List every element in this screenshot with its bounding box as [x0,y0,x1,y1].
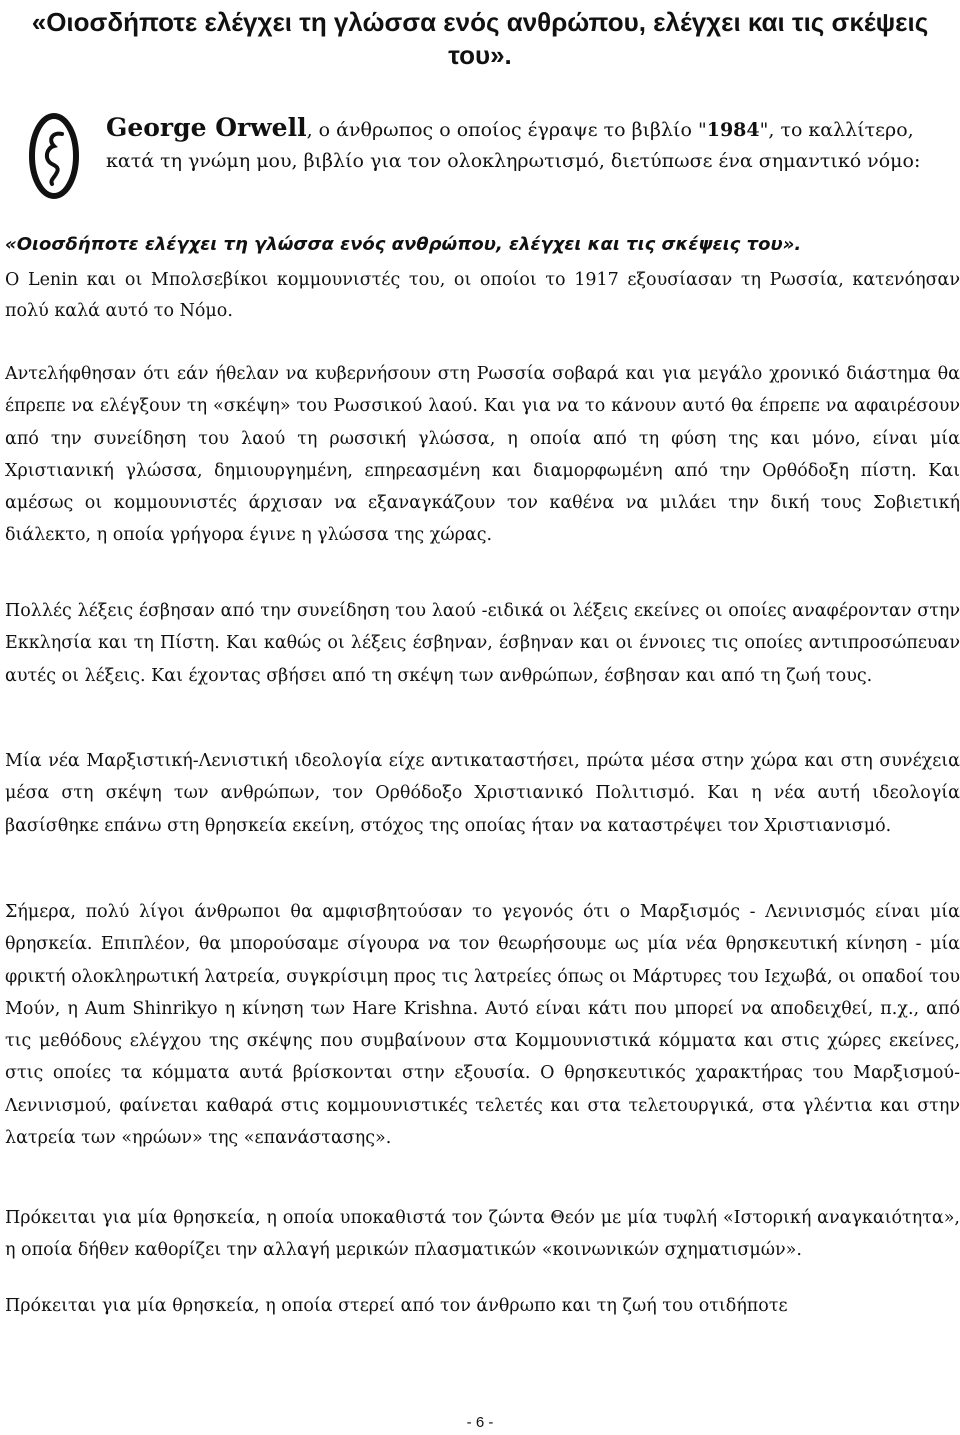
author-name: George Orwell [106,113,307,142]
paragraph-3: Πολλές λέξεις έσβησαν από την συνείδηση του λαού -ειδικά οι λέξεις εκείνες οι οποίες αναφέρονταν στην Εκκλησία και τη Πίστη. Και καθώς οι λέξεις έσβηναν, έσβηναν και οι έννοιες τις οποίες αντιπροσώπευαν αυτές οι λέξεις. Και έχοντας σβήσει από τη σκέψη των ανθρώπων, έσβησαν και από τη ζωή τους. [5,601,960,686]
book-title: 1984 [706,119,760,141]
paragraph-2: Αντελήφθησαν ότι εάν ήθελαν να κυβερνήσουν στη Ρωσσία σοβαρά και για μεγάλο χρονικό διάστημα θα έπρεπε να ελέγξουν τη «σκέψη» του Ρωσσικού λαού. Και για να το κάνουν αυτό θα έπρεπε να αφαιρέσουν από την συνείδηση του λαού τη ρωσσική γλώσσα, η οποία από τη φύση της και μόνο, είναι μία Χριστιανική γλώσσα, δημιουργημένη, επηρεασμένη και διαμορφωμένη από την Ορθόδοξη πίστη. Και αμέσως οι κομμουνιστές άρχισαν να εξαναγκάζουν τον καθένα να μιλάει την δική τους Σοβιετική διάλεκτο, η οποία γρήγορα έγινε η γλώσσα της χώρας. [5,364,960,546]
orwell-quote: «Οιοσδήποτε ελέγχει τη γλώσσα ενός ανθρώπου, ελέγχει και τις σκέψεις του». [5,234,802,255]
paragraph-7: Πρόκειται για μία θρησκεία, η οποία στερεί από τον άνθρωπο και τη ζωή του οτιδήποτε [5,1296,788,1316]
intro-paragraph [2,112,960,202]
paragraph-1: Ο Lenin και οι Μπολσεβίκοι κομμουνιστές του, οι οποίοι το 1917 εξουσίασαν τη Ρωσσία, κατενόησαν πολύ καλά αυτό το Νόμο. [5,270,960,321]
paragraph-5: Σήμερα, πολύ λίγοι άνθρωποι θα αμφισβητούσαν το γεγονός ότι ο Μαρξισμός - Λενινισμός είναι μία θρησκεία. Επιπλέον, θα μπορούσαμε σίγουρα να τον θεωρήσουμε ως μία νέα θρησκευτική κίνηση - μία φρικτή ολοκληρωτική λατρεία, συγκρίσιμη προς τις λατρείες όπως οι Μάρτυρες του Ιεχωβά, οι οπαδοί του Μούν, η Aum Shinrikyo η κίνηση των Hare Krishna. Αυτό είναι κάτι που μπορεί να αποδειχθεί, π.χ., από τις μεθόδους ελέγχου της σκέψης που συμβαίνουν στα Κομμουνιστικά κόμματα και στις χώρες εκείνες, στις οποίες τα κόμματα αυτά βρίσκονται στην εξουσία. Ο θρησκευτικός χαρακτήρας του Μαρξισμού-Λενινισμού, φαίνεται καθαρά στις κομμουνιστικές τελετές και στα τελετουργικά, στα γλέντια και στην λατρεία των «ηρώων» της «επανάστασης». [5,902,960,1149]
drop-cap-theta-icon [22,110,86,202]
page-number: - 6 - [466,1414,494,1431]
paragraph-4: Μία νέα Μαρξιστική-Λενιστική ιδεολογία είχε αντικαταστήσει, πρώτα μέσα στην χώρα και στη συνέχεια μέσα στη σκέψη των ανθρώπων, τον Ορθόδοξο Χριστιανικό Πολιτισμό. Και η νέα αυτή ιδεολογία βασίσθηκε επάνω στη θρησκεία εκείνη, στόχος της οποίας ήταν να καταστρέψει τον Χριστιανισμό. [5,751,960,836]
intro-text-b: ", το καλλίτερο, κατά τη γνώμη μου, βιβλίο για τον ολοκληρωτισμό, διετύπωσε ένα σημαντικό νόμο: [106,119,921,172]
page-title: «Οιοσδήποτε ελέγχει τη γλώσσα ενός ανθρώπου, ελέγχει και τις σκέψεις του». [31,7,929,70]
intro-text-a: , ο άνθρωπος ο οποίος έγραψε το βιβλίο " [306,119,707,141]
paragraph-6: Πρόκειται για μία θρησκεία, η οποία υποκαθιστά τον ζώντα Θεόν με μία τυφλή «Ιστορική αναγκαιότητα», η οποία δήθεν καθορίζει την αλλαγή μερικών πλασματικών «κοινωνικών σχηματισμών». [5,1208,960,1261]
